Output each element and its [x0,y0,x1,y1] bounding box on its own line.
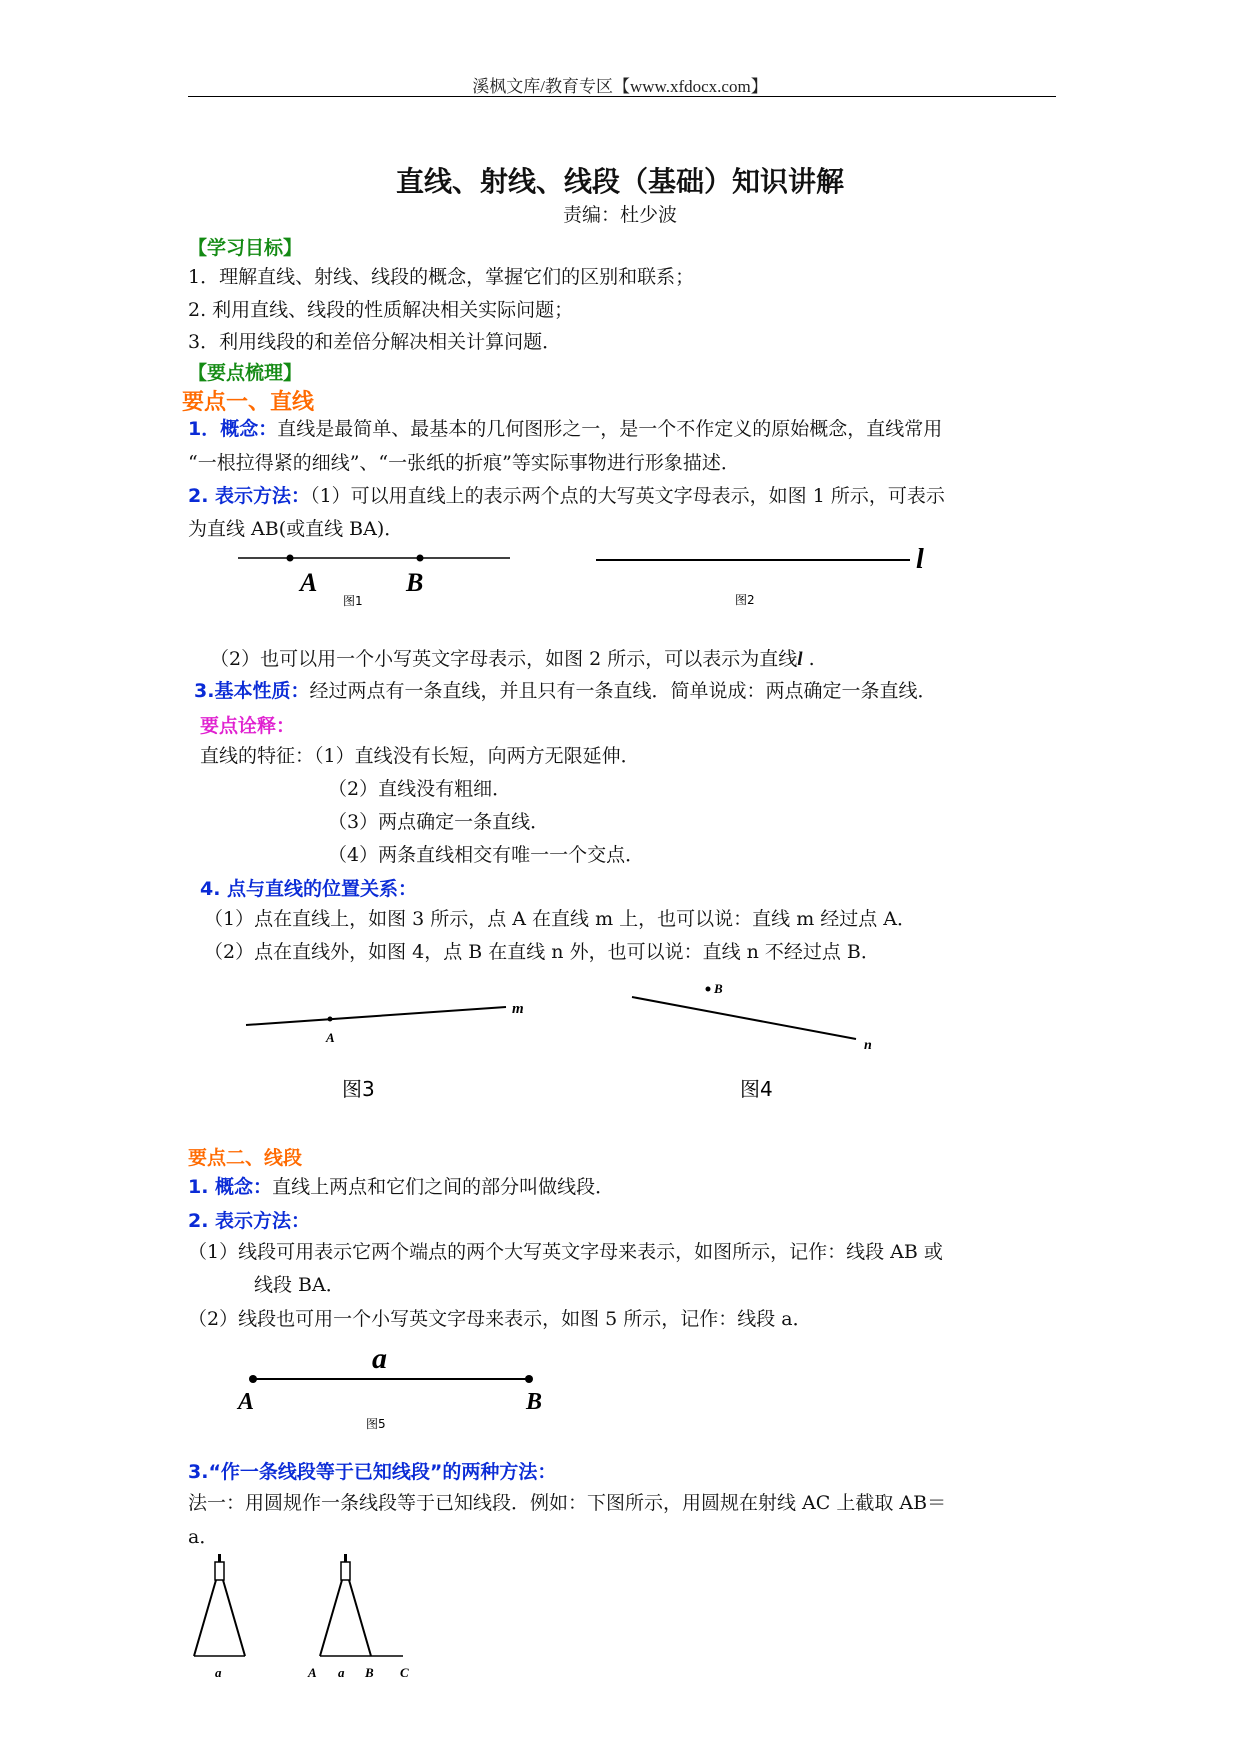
fig1-point-b [417,555,424,562]
fig3-label-a: A [326,1030,335,1045]
methods-heading: 3.“作一条线段等于已知线段”的两种方法： [188,1461,557,1483]
property-text: 经过两点有一条直线，并且只有一条直线．简单说成：两点确定一条直线． [309,680,937,702]
feature-item: （3）两点确定一条直线． [328,811,550,833]
position-heading: 4. 点与直线的位置关系： [200,878,418,900]
representation-paragraph [188,483,945,509]
position-item: （1）点在直线上，如图 3 所示，点 A 在直线 m 上，也可以说：直线 m 经过点 A． [204,908,917,930]
goal-item: 3．利用线段的和差倍分解决相关计算问题． [188,331,562,353]
fig5-caption: 图5 [366,1417,386,1431]
representation-text-cont: 为直线 AB(或直线 BA)． [188,518,404,540]
method-1-text: 法一：用圆规作一条线段等于已知线段．例如：下图所示，用圆规在射线 AC 上截取 AB＝ [188,1492,947,1514]
position-item: （2）点在直线外，如图 4，点 B 在直线 n 外，也可以说：直线 n 不经过点 B． [204,941,880,963]
fig5-point-a [249,1375,257,1383]
representation-text: （1）可以用直线上的表示两个点的大写英文字母表示，如图 1 所示，可表示 [310,485,945,507]
points-heading: 【要点梳理】 [188,362,303,384]
fig3-line [246,1007,506,1025]
property-paragraph [194,678,936,704]
fig1-label-a: A [300,568,318,597]
figure-6 [188,1552,448,1682]
concept-text-cont: “一根拉得紧的细线”、“一张纸的折痕”等实际事物进行形象描述． [188,452,740,474]
segment-representation-1: （1）线段可用表示它两个端点的两个大写英文字母来表示，如图所示，记作：线段 AB 或 [188,1241,943,1263]
header-divider [188,96,1056,97]
feature-item: （4）两条直线相交有唯一一个交点． [328,844,645,866]
fig4-caption: 图4 [740,1077,773,1101]
figure-3 [246,995,546,1115]
fig5-label-b: B [526,1389,543,1415]
fig2-label-l: l [916,544,924,575]
figure-5 [236,1336,556,1436]
feature-item: （2）直线没有粗细． [328,778,512,800]
segment-concept-paragraph [188,1174,614,1200]
concept-paragraph [188,416,942,442]
page-header: 溪枫文库/教育专区【www.xfdocx.com】 [472,77,768,96]
fig3-label-m: m [512,1001,524,1017]
fig6-label-a2: a [338,1665,345,1680]
fig6-label-a1: a [215,1665,222,1680]
fig6-label-B: B [365,1665,374,1680]
goals-heading: 【学习目标】 [188,237,303,259]
figure-4 [632,975,932,1101]
representation-label: 2. 表示方法： [188,485,311,507]
goal-item: 1．理解直线、射线、线段的概念，掌握它们的区别和联系； [188,266,695,288]
fig5-point-b [525,1375,533,1383]
fig4-point-b [706,987,711,992]
segment-concept-label: 1. 概念： [188,1176,273,1198]
fig1-point-a [287,555,294,562]
section-1-heading: 要点一、直线 [182,390,315,415]
representation-2-end: . [802,648,815,670]
compass-icon [320,1554,371,1656]
concept-label: 1．概念： [188,418,278,440]
fig5-label-a: A [238,1389,255,1415]
segment-concept-text: 直线上两点和它们之间的部分叫做线段． [272,1176,615,1198]
segment-representation-2: （2）线段也可用一个小写英文字母来表示，如图 5 所示，记作：线段 a． [188,1308,812,1330]
fig3-caption: 图3 [342,1077,375,1101]
fig4-line [632,997,856,1039]
fig3-point-a [328,1017,333,1022]
representation-2-text: （2）也可以用一个小写英文字母表示，如图 2 所示，可以表示为直线 [210,648,798,670]
method-1-text-cont: a． [188,1526,219,1548]
editor-line: 责编：杜少波 [562,204,677,226]
fig1-label-b: B [406,568,424,597]
fig1-caption: 图1 [343,594,363,608]
note-heading: 要点诠释： [200,715,296,737]
segment-representation-1-cont: 线段 BA． [254,1274,345,1296]
section-2-heading: 要点二、线段 [188,1147,303,1169]
goal-item: 2. 利用直线、线段的性质解决相关实际问题； [188,299,574,321]
figure-2 [596,544,936,618]
figure-1 [238,548,538,618]
fig4-label-n: n [864,1038,872,1053]
segment-representation-label: 2. 表示方法： [188,1210,311,1232]
fig4-label-b: B [714,981,723,996]
compass-icon [194,1554,245,1656]
fig2-caption: 图2 [735,593,755,607]
fig6-label-C: C [400,1665,409,1680]
representation-2 [210,646,815,673]
page-title: 直线、射线、线段（基础）知识讲解 [395,165,844,198]
line-l-var: l [797,649,803,670]
fig5-label-seg: a [372,1342,387,1375]
concept-text: 直线是最简单、最基本的几何图形之一，是一个不作定义的原始概念，直线常用 [277,418,943,440]
feature-item: 直线的特征：（1）直线没有长短，向两方无限延伸． [200,745,640,767]
fig6-label-A: A [308,1665,317,1680]
property-label: 3.基本性质： [194,680,310,702]
